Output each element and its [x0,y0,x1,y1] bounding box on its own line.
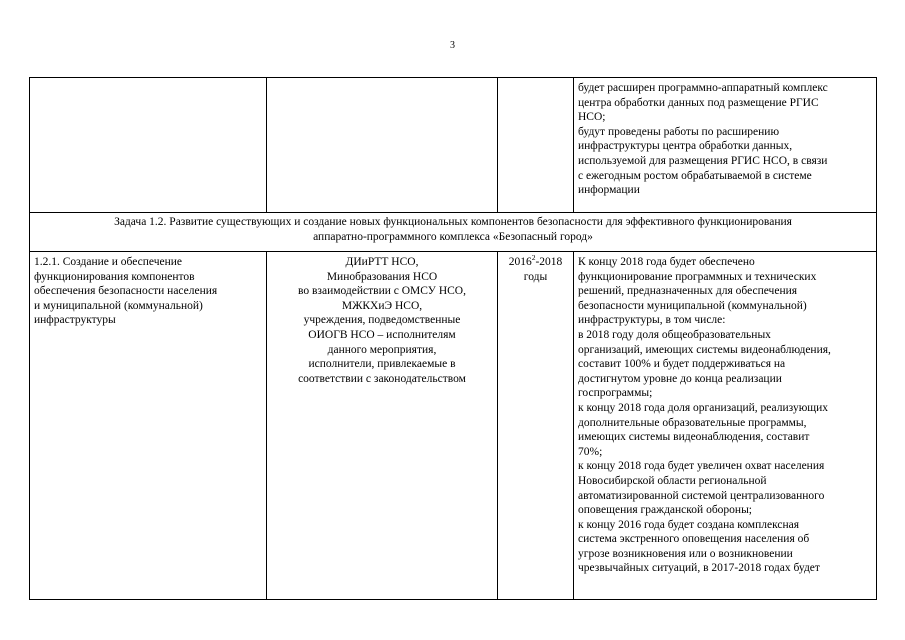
period-cell [498,78,574,213]
text-line: автоматизированной системой централизованного [578,489,825,502]
text-line: система экстренного оповещения населения об [578,533,810,546]
text-line: МЖКХиЭ НСО, [341,299,423,312]
task-row [30,213,877,252]
text-line: составит 100% и будет поддерживаться на [578,358,786,371]
page-number: 3 [450,40,455,51]
text-line: ДИиРТТ НСО, [345,256,419,268]
text-line: в 2018 году доля общеобразовательных [578,328,771,341]
text-line: к концу 2016 года будет создана комплексная [578,518,800,531]
text-line: учреждения, подведомственные [303,314,461,327]
text-line: 70%; [578,445,603,458]
text-line: с ежегодным ростом обрабатываемой в системе [578,169,812,182]
text-line: обеспечения безопасности населения [34,285,218,298]
executors-cell [267,78,498,213]
text-line: Минобразования НСО [326,270,438,283]
results-cell [574,78,877,213]
text-line: во взаимодействии с ОМСУ НСО, [298,285,466,298]
text-line: инфраструктуры центра обработки данных, [578,140,793,153]
period-end: -2018 [535,256,563,268]
text-line: чрезвычайных ситуаций, в 2017-2018 годах будет [578,562,820,575]
executors-cell [267,252,498,600]
text-line: имеющих системы видеонаблюдения, составит [578,431,810,444]
text-line: к концу 2018 года будет увеличен охват населения [578,460,825,473]
text-line: НСО; [578,111,606,124]
text-line: к концу 2018 года доля организаций, реализующих [578,401,829,414]
table-row [30,252,877,600]
text-line: достигнутом уровне до конца реализации [578,372,782,385]
measure-cell [30,78,267,213]
text-line: 1.2.1. Создание и обеспечение [34,256,182,268]
table-row [30,78,877,213]
text-line: организаций, имеющих системы видеонаблюдения, [578,343,831,356]
footnote-marker: 2 [531,253,536,263]
text-line: инфраструктуры [34,314,116,327]
text-line: дополнительные образовательные программы, [578,416,807,429]
text-line: решений, предназначенных для обеспечения [578,285,798,298]
task-heading-line: Задача 1.2. Развитие существующих и создание новых функциональных компонентов безопасности для эффективного функционирования [114,216,792,228]
task-heading [30,213,877,252]
text-line: безопасности муниципальной (коммунальной) [578,299,807,312]
text-line: угрозе возникновения или о возникновении [578,547,793,560]
text-line: информации [578,184,640,197]
task-heading-line: аппаратно-программного комплекса «Безопасный город» [313,230,593,243]
text-line: будет расширен программно-аппаратный комплекс [578,82,828,94]
text-line: функционирования компонентов [34,270,195,283]
text-line: К концу 2018 года будет обеспечено [578,256,755,268]
period-start: 2016 [508,256,532,268]
text-line: и муниципальной (коммунальной) [34,299,203,312]
text-line: будут проведены работы по расширению [578,125,780,138]
period-cell [498,252,574,600]
text-line: оповещения гражданской обороны; [578,504,752,517]
period-unit: годы [523,270,548,283]
text-line: ОИОГВ НСО – исполнителям [308,328,456,341]
text-line: функционирование программных и технических [578,270,817,283]
text-line: соответствии с законодательством [298,372,466,385]
results-cell [574,252,877,600]
text-line: центра обработки данных под размещение РГИС [578,96,819,109]
program-table [29,77,877,600]
text-line: исполнители, привлекаемые в [308,358,456,371]
text-line: инфраструктуры, в том числе: [578,314,726,327]
text-line: Новосибирской области региональной [578,474,767,487]
text-line: данного мероприятия, [327,343,437,356]
measure-cell [30,252,267,600]
period-range [502,255,569,270]
text-line: используемой для размещения РГИС НСО, в связи [578,154,828,167]
text-line: госпрограммы; [578,387,653,400]
